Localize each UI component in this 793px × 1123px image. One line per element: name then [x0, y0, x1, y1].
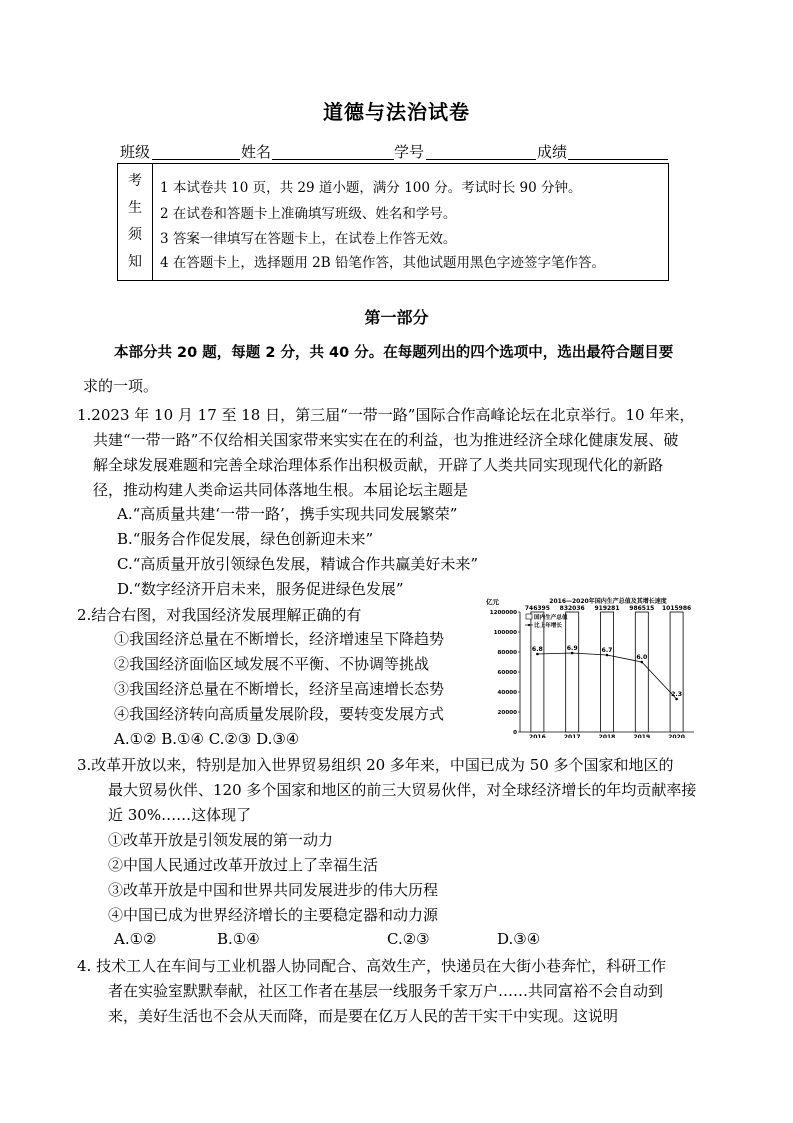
chart-y-tick-label: 0: [513, 730, 517, 736]
chart-y-tick-label: 1200000: [489, 610, 517, 616]
notice-item: 4 在答题卡上，选择题用 2B 铅笔作答，其他试题用黑色字迹签字笔作答。: [160, 255, 605, 271]
chart-x-tick-label: 2020: [668, 734, 685, 738]
chart-bar-label: 986515: [629, 605, 655, 612]
q1-stem: 解全球发展难题和完善全球治理体系作出积极贡献，开辟了人类共同实现现代化的新路: [93, 456, 664, 474]
section-intro: 本部分共 20 题，每题 2 分，共 40 分。在每题列出的四个选项中，选出最符合题目要: [114, 345, 674, 361]
chart-growth-point: [641, 661, 644, 664]
q1-option-c[interactable]: C.“高质量开放引领绿色发展，精诚合作共赢美好未来”: [117, 555, 479, 573]
chart-x-tick-label: 2016: [529, 734, 546, 738]
chart-growth-point: [571, 652, 574, 655]
chart-bar: [601, 612, 614, 732]
chart-legend-line-label: 比上年增长: [534, 623, 562, 629]
q2-options[interactable]: A.①② B.①④ C.②③ D.③④: [114, 730, 300, 748]
notice-item: 2 在试卷和答题卡上准确填写班级、姓名和学号。: [160, 206, 457, 222]
q3-item: ②中国人民通过改革开放过上了幸福生活: [108, 856, 379, 874]
chart-bar-label: 1015986: [661, 605, 692, 612]
q3-stem: 最大贸易伙伴、120 多个国家和地区的前三大贸易伙伴，对全球经济增长的年均贡献率接: [108, 781, 697, 799]
exam-notice-box: [117, 163, 669, 281]
notice-item: 1 本试卷共 10 页，共 29 道小题，满分 100 分。考试时长 90 分钟。: [160, 180, 582, 196]
q2-item: ②我国经济面临区域发展不平衡、不协调等挑战: [114, 655, 430, 673]
notice-head-char: 知: [128, 254, 142, 270]
q3-stem: 近 30%……这体现了: [108, 806, 252, 824]
name-label: 姓名: [241, 143, 272, 161]
q3-item: ③改革开放是中国和世界共同发展进步的伟大历程: [108, 881, 439, 899]
chart-growth-label: 6.7: [601, 647, 613, 654]
name-blank[interactable]: [272, 159, 394, 160]
gdp-chart: [476, 596, 704, 738]
chart-bar-label: 832036: [559, 605, 585, 612]
q1-option-d[interactable]: D.“数字经济开启未来，服务促进绿色发展”: [117, 580, 404, 598]
q2-item: ④我国经济转向高质量发展阶段，要转变发展方式: [114, 705, 445, 723]
chart-y-tick-label: 80000: [497, 650, 517, 656]
q4-stem: 来，美好生活也不会从天而降，而是要在亿万人民的苦干实干中实现。这说明: [108, 1007, 619, 1025]
chart-growth-label: 2.3: [671, 691, 683, 698]
chart-title: 2016—2020年国内生产总值及其增长速度: [549, 598, 667, 605]
q3-option-d[interactable]: D.③④: [497, 930, 541, 948]
chart-growth-label: 6.9: [566, 645, 578, 652]
id-blank[interactable]: [426, 159, 536, 160]
id-label: 学号: [394, 143, 425, 161]
chart-x-tick-label: 2018: [598, 734, 616, 738]
q2-item: ③我国经济总量在不断增长，经济呈高速增长态势: [114, 680, 445, 698]
q1-stem: 共建“一带一路”不仅给相关国家带来实实在在的利益，也为推进经济全球化健康发展、破: [93, 431, 679, 449]
chart-y-tick-label: 20000: [497, 710, 517, 716]
q3-option-b[interactable]: B.①④: [217, 930, 260, 948]
chart-growth-label: 6.0: [636, 654, 648, 661]
chart-growth-point: [675, 698, 678, 701]
chart-bar: [566, 612, 579, 732]
section-title: 第一部分: [364, 308, 429, 327]
score-label: 成绩: [537, 143, 568, 161]
chart-bar: [635, 612, 648, 732]
student-info-line: [120, 141, 668, 161]
q1-stem: 1.2023 年 10 月 17 至 18 日，第三届“一带一路”国际合作高峰论坛在北京举行。10 年来，: [77, 406, 695, 424]
chart-legend-line-marker: [528, 624, 530, 626]
notice-head-char: 生: [128, 200, 142, 216]
chart-x-tick-label: 2017: [563, 734, 581, 738]
score-blank[interactable]: [568, 159, 668, 160]
chart-y-tick-label: 60000: [497, 670, 517, 676]
q2-stem: 2.结合右图，对我国经济发展理解正确的有: [77, 606, 362, 624]
chart-growth-label: 6.8: [531, 646, 543, 653]
q1-option-a[interactable]: A.“高质量共建‘一带一路’，携手实现共同发展繁荣”: [117, 505, 458, 523]
q4-stem: 者在实验室默默奉献，社区工作者在基层一线服务千家万户……共同富裕不会自动到: [108, 982, 664, 1000]
q3-item: ①改革开放是引领发展的第一动力: [108, 831, 334, 849]
chart-ylabel: 亿元: [486, 598, 499, 606]
chart-growth-point: [606, 654, 609, 657]
q2-item: ①我国经济总量在不断增长，经济增速呈下降趋势: [114, 630, 445, 648]
q1-stem: 径，推动构建人类命运共同体落地生根。本届论坛主题是: [93, 481, 469, 499]
notice-head-char: 须: [128, 227, 142, 243]
class-label: 班级: [120, 143, 151, 161]
notice-heading: [118, 164, 153, 280]
notice-item: 3 答案一律填写在答题卡上，在试卷上作答无效。: [160, 231, 457, 247]
chart-legend-bar-swatch: [526, 614, 532, 619]
chart-bar-label: 919281: [594, 605, 620, 612]
chart-legend-bar-label: 国内生产总值: [534, 615, 568, 621]
q3-item: ④中国已成为世界经济增长的主要稳定器和动力源: [108, 906, 439, 924]
chart-bar: [531, 612, 544, 732]
q4-stem: 4. 技术工人在车间与工业机器人协同配合、高效生产，快递员在大街小巷奔忙，科研工作: [77, 957, 667, 975]
class-blank[interactable]: [152, 159, 240, 160]
page-title: 道德与法治试卷: [323, 100, 470, 124]
chart-y-tick-label: 100000: [493, 630, 517, 636]
q3-stem: 3.改革开放以来，特别是加入世界贸易组织 20 多年来，中国已成为 50 多个国家和地区的: [77, 756, 674, 774]
chart-x-tick-label: 2019: [633, 734, 651, 738]
chart-y-tick-label: 40000: [497, 690, 517, 696]
notice-head-char: 考: [128, 173, 142, 189]
q3-option-a[interactable]: A.①②: [114, 930, 157, 948]
chart-bar-label: 746395: [524, 605, 550, 612]
section-intro-cont: 求的一项。: [83, 377, 159, 395]
q1-option-b[interactable]: B.“服务合作促发展，绿色创新迎未来”: [117, 530, 374, 548]
chart-growth-point: [536, 653, 539, 656]
chart-bar: [670, 612, 683, 732]
q3-option-c[interactable]: C.②③: [387, 930, 430, 948]
